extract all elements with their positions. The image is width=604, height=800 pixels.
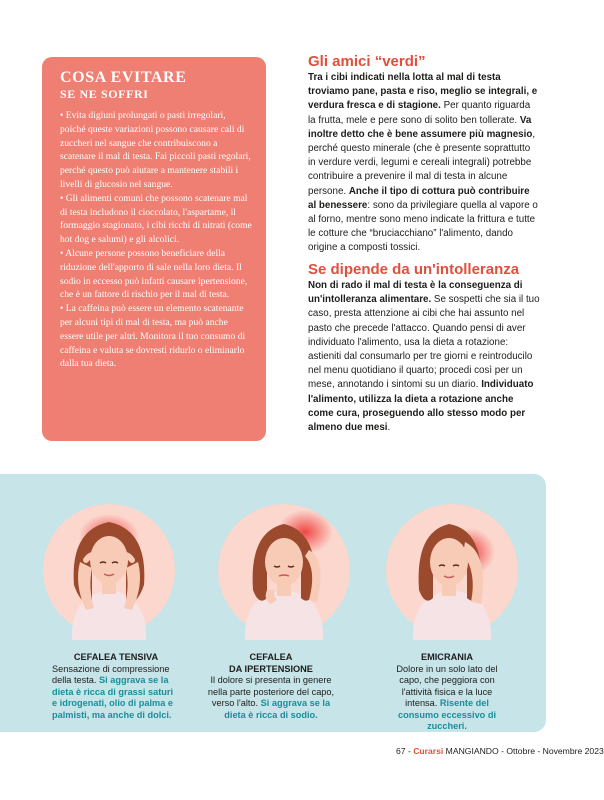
caption-highlight: Si aggrava se la dieta è ricca di sodio. (224, 698, 331, 720)
magazine-subname: MANGIANDO (443, 746, 499, 756)
body-text: . (387, 422, 391, 434)
migraine-illustration (377, 490, 527, 640)
caption-body: Il dolore si presenta in genere nella parte posteriore del capo, verso l'alto. (207, 675, 335, 708)
caption-tension-headache (52, 652, 180, 721)
caption-text (52, 664, 180, 722)
avoid-box-subtitle: SE NE SOFFRI (60, 87, 149, 101)
section-heading: Se dipende da un'intolleranza (308, 261, 520, 278)
bold-text: Va inoltre detto che è bene assumere più magnesio (308, 114, 533, 140)
issue-date: - Ottobre - Novembre 2023 (498, 746, 604, 756)
caption-migraine (388, 652, 506, 733)
section-green-friends (308, 53, 540, 256)
avoid-box (42, 57, 266, 441)
caption-body: Dolore in un solo lato del capo, che peggiora con l'attività fisica e la luce intensa. (396, 663, 498, 708)
caption-text (388, 664, 506, 733)
bold-text: Non di rado il mal di testa è la conseguenza di un'intolleranza alimentare. (308, 280, 523, 306)
tension-headache-illustration (34, 490, 184, 640)
section-heading: Gli amici “verdi” (308, 53, 426, 70)
section-body (308, 279, 540, 435)
caption-text (206, 675, 336, 721)
caption-title: CEFALEA DA IPERTENSIONE (229, 652, 313, 674)
caption-highlight: Si aggrava se la dieta è ricca di grassi saturi e idrogenati, olio di palma e palmisti, ma anche di dolci. (52, 675, 174, 720)
bold-text: Tra i cibi indicati nella lotta al mal di testa troviamo pane, pasta e riso, meglio se integrali, e verdura fresca e di stagione. (308, 72, 538, 112)
footer-sep: - (405, 746, 414, 756)
hypertension-headache-illustration (209, 490, 359, 640)
section-intolerance (308, 261, 540, 435)
body-text: , perché questo minerale (che è presente soprattutto in verdure verdi, legumi e cereali integrali) potrebbe contribuire a prevenire il mal di testa in alcune persone. (308, 128, 536, 197)
caption-title: CEFALEA TENSIVA (73, 652, 159, 662)
caption-hypertension-headache (206, 652, 336, 721)
bold-text: Anche il tipo di cottura può contribuire al benessere (308, 185, 530, 211)
body-text: : sono da privilegiare quella al vapore o al forno, mentre sono meno indicate la frittura e tutte le cotture che “bruciacchiano” l'alimento, dando origine a composti tossici. (308, 199, 538, 254)
body-text: Se sospetti che sia il tuo caso, presta attenzione ai cibi che hai assunto nel pasto che precede l'attacco. Quando pensi di aver individuato l'alimento, usa la dieta a rotazione: astieniti dal consumarlo per tre giorni e reintroducilo nel menu quotidiano il quarto; procedi così per un mese, annotando i sintomi su un diario. (308, 294, 540, 391)
avoid-item: • Gli alimenti comuni che possono scatenare mal di testa includono il cioccolato, l'aspartame, il formaggio stagionato, i cibi ricchi di nitrati (come hot dog e salumi) e gli alcolici. (60, 192, 252, 246)
page-number: 67 (396, 746, 406, 756)
magazine-name: Curarsi (413, 746, 444, 756)
bold-text: Individuato l'alimento, utilizza la dieta a rotazione anche come cura, proseguendo allo stesso modo per almeno due mesi (308, 379, 534, 434)
avoid-item: • La caffeina può essere un elemento scatenante per alcuni tipi di mal di testa, ma può anche essere utile per altri. Monitora il tuo consumo di caffeina e valuta se dovresti ridurlo o eliminarlo dalla tua dieta. (60, 303, 246, 370)
avoid-item: • Alcune persone possono beneficiare della riduzione dell'apporto di sale nella loro dieta. Il sodio in eccesso può infatti causare ipertensione, che è un fattore di rischio per il mal di testa. (60, 247, 248, 301)
avoid-item: • Evita digiuni prolungati o pasti irregolari, poiché queste variazioni possono causare cali di zuccheri nel sangue che contribuiscono a scatenare il mal di testa. Fai piccoli pasti regolari, perché questo può aiutare a mantenere stabili i livelli di glucosio nel sangue. (60, 110, 251, 190)
avoid-box-title: COSA EVITARE (60, 69, 187, 86)
section-body (308, 71, 540, 256)
caption-highlight: Risente del consumo eccessivo di zuccheri. (397, 698, 497, 731)
caption-body: Sensazione di compressione della testa. (52, 663, 170, 685)
body-text: Per quanto riguarda la frutta, mele e pere sono di solito ben tollerate. (308, 100, 531, 126)
page-footer (396, 746, 604, 756)
caption-title: EMICRANIA (420, 652, 474, 662)
